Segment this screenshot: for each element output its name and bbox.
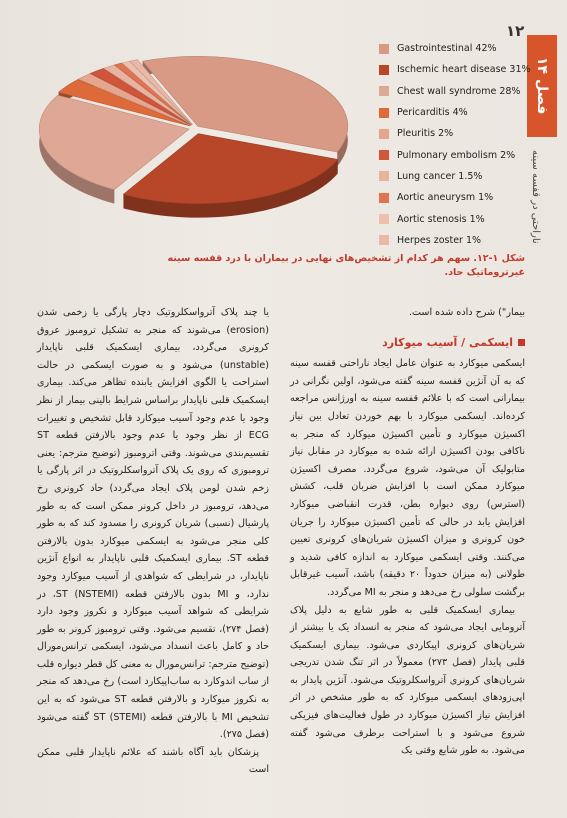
legend-item <box>379 102 524 123</box>
legend-label: Pulmonary embolism 2% <box>397 149 516 161</box>
chapter-tab <box>527 35 557 137</box>
legend-item <box>379 81 524 102</box>
page-number: ۱۲ <box>506 22 525 40</box>
legend-swatch <box>379 150 389 160</box>
legend-item <box>379 59 531 80</box>
legend-label: Ischemic heart disease 31% <box>397 64 531 76</box>
section-heading-text: ایسکمی / آسیب میوکارد <box>382 335 513 349</box>
chart-legend <box>379 38 531 251</box>
legend-label: Lung cancer 1.5% <box>397 170 483 182</box>
legend-swatch <box>379 44 389 54</box>
legend-swatch <box>379 86 389 96</box>
chapter-subtitle <box>530 150 541 270</box>
left-paragraph-2: پزشکان باید آگاه باشند که علائم ناپایدار قلبی ممکن است <box>37 746 269 776</box>
legend-label: Herpes zoster 1% <box>397 234 482 246</box>
left-column <box>37 304 269 779</box>
legend-item <box>379 38 524 59</box>
right-column <box>290 304 525 760</box>
heading-bullet-icon <box>518 339 525 346</box>
legend-item <box>379 230 524 251</box>
legend-swatch <box>379 65 389 75</box>
chapter-subtitle-label: ناراحتی در قفسه سینه <box>530 150 541 244</box>
legend-swatch <box>379 171 389 181</box>
left-paragraph-1: یا چند پلاک آترواسکلروتیک دچار پارگی یا زخمی شدن (erosion) می‌شوند که منجر به تشکیل ترومبوز عروق کرونری می‌گردد، بیماری ایسکمیک قلبی ناپایدار (unstable) می‌شود و به صورت ایسکمی در حالت استراحت یا الگوی افزایش یابنده تظاهر می‌کند. بیماری ایسکمیک قلبی ناپایدار براساس شرایط بالینی بیمار از نظر وجود یا عدم وجود آسیب میوکارد قابل تشخیص و تغییرات ECG از نظر وجود یا عدم وجود بالارفتن قطعه ST تقسیم‌بندی می‌شوند. وقتی اترومبوز (توضیح مترجم: یعنی ترومبوزی که روی یک پلاک آترواسکلروتیک در اثر پارگی یا زخم شدن لومن پلاک ایجاد می‌گردد) حاد کرونری رخ می‌دهد، ترومبوز در داخل کرونر ممکن است که به طور پارشیال (نسبی) شریان کرونری را مسدود کند که به طور کلی منجر می‌شود به ایسکمی میوکارد بدون بالارفتن قطعه ST. بیماری ایسکمیک قلبی ناپایدار به انواع آنژین ناپایدار، در شرایطی که شواهدی از آسیب میوکارد وجود ندارد، و MI بدون بالارفتن قطعه ST (NSTEMI)، در شرایطی که شواهد آسیب میوکارد و نکروز وجود دارد (فصل ۲۷۴)، تقسیم می‌شود. وقتی ترومبوز کرونر به طور حاد و کامل باعث انسداد می‌شود، ایسکمی ترانس‌مورال (توضیح مترجم: ترانس‌مورال به معنی کل قطر دیواره قلب از ساب اندوکارد به ساب‌اپیکارد است) رخ می‌دهد که منجر به نکروز میوکارد و بالارفتن قطعه ST می‌شود که به این تشخیص MI با بالارفتن قطعه ST (STEMI) گفته می‌شود (فصل ۲۷۵). <box>37 307 270 741</box>
right-paragraph-1: ایسکمی میوکارد به عنوان عامل ایجاد ناراحتی قفسه سینه که به آن آنژین قفسه سینه گفته می‌شود، اولین نگرانی در بیمارانی است که با علائم قفسه سینه به اورژانس مراجعه کرده‌اند. ایسکمی میوکارد با بهم خوردن تعادل بین نیاز اکسیژن میوکارد و تأمین اکسیژن میوکارد که منجر به ناکافی بودن اکسیژن ارائه شده به میوکارد در مقابل نیاز متابولیک آن می‌شود، شروع می‌گردد. مصرف اکسیژن میوکارد ممکن است با افزایش ضربان قلب، کشش (استرس) روی دیواره بطن، قدرت انقباضی میوکارد افزایش یابد در حالی که تأمین اکسیژن میوکارد را جریان خون کرونری و میزان اکسیژن شریان‌های کرونری تعیین می‌کنند. وقتی ایسکمی میوکارد به اندازه کافی شدید و طولانی (به میزان حدوداً ۲۰ دقیقه) باشد، آسیب غیرقابل برگشت سلولی رخ می‌دهد و منجر به MI می‌گردد. <box>290 358 525 598</box>
section-heading <box>290 334 525 352</box>
figure-caption: شکل ۱-۱۲. سهم هر کدام از تشخیص‌های نهایی در بیماران با درد قفسه سینه غیرتروماتیک حاد. <box>167 253 525 278</box>
right-intro-text: بیمار") شرح داده شده است. <box>408 307 525 318</box>
legend-label: Pericarditis 4% <box>397 107 468 119</box>
right-paragraph-2: بیماری ایسکمیک قلبی به طور شایع به دلیل پلاک آترومایی ایجاد می‌شود که منجر به انسداد یک یا بیشتر از شریان‌های کرونری اپیکاردی می‌شود. بیماری ایسکمیک قلبی پایدار (فصل ۲۷۳) معمولاً در اثر تنگ شدن تدریجی شریان‌های کرونری آترواسکلروتیک می‌شود. آنژین پایدار به اپی‌زودهای ایسکمی میوکارد که به طور مشخص در اثر افزایش نیاز اکسیژن میوکارد در طول فعالیت‌های فیزیکی شروع می‌شود و با استراحت برطرف می‌شود گفته می‌شود. به طور شایع وقتی یک <box>290 604 525 757</box>
legend-swatch <box>379 108 389 118</box>
legend-label: Pleuritis 2% <box>397 128 454 140</box>
legend-swatch <box>379 193 389 203</box>
legend-label: Aortic aneurysm 1% <box>397 192 494 204</box>
legend-item <box>379 123 524 144</box>
legend-swatch <box>379 129 389 139</box>
legend-label: Aortic stenosis 1% <box>397 213 485 225</box>
pie-chart <box>20 36 365 241</box>
chapter-tab-label: فصل ۱۴ <box>534 57 550 115</box>
legend-label: Chest wall syndrome 28% <box>397 85 521 97</box>
legend-item <box>379 208 524 229</box>
legend-item <box>379 187 524 208</box>
legend-label: Gastrointestinal 42% <box>397 43 497 55</box>
legend-swatch <box>379 235 389 245</box>
legend-item <box>379 144 524 165</box>
legend-item <box>379 166 524 187</box>
legend-swatch <box>379 214 389 224</box>
